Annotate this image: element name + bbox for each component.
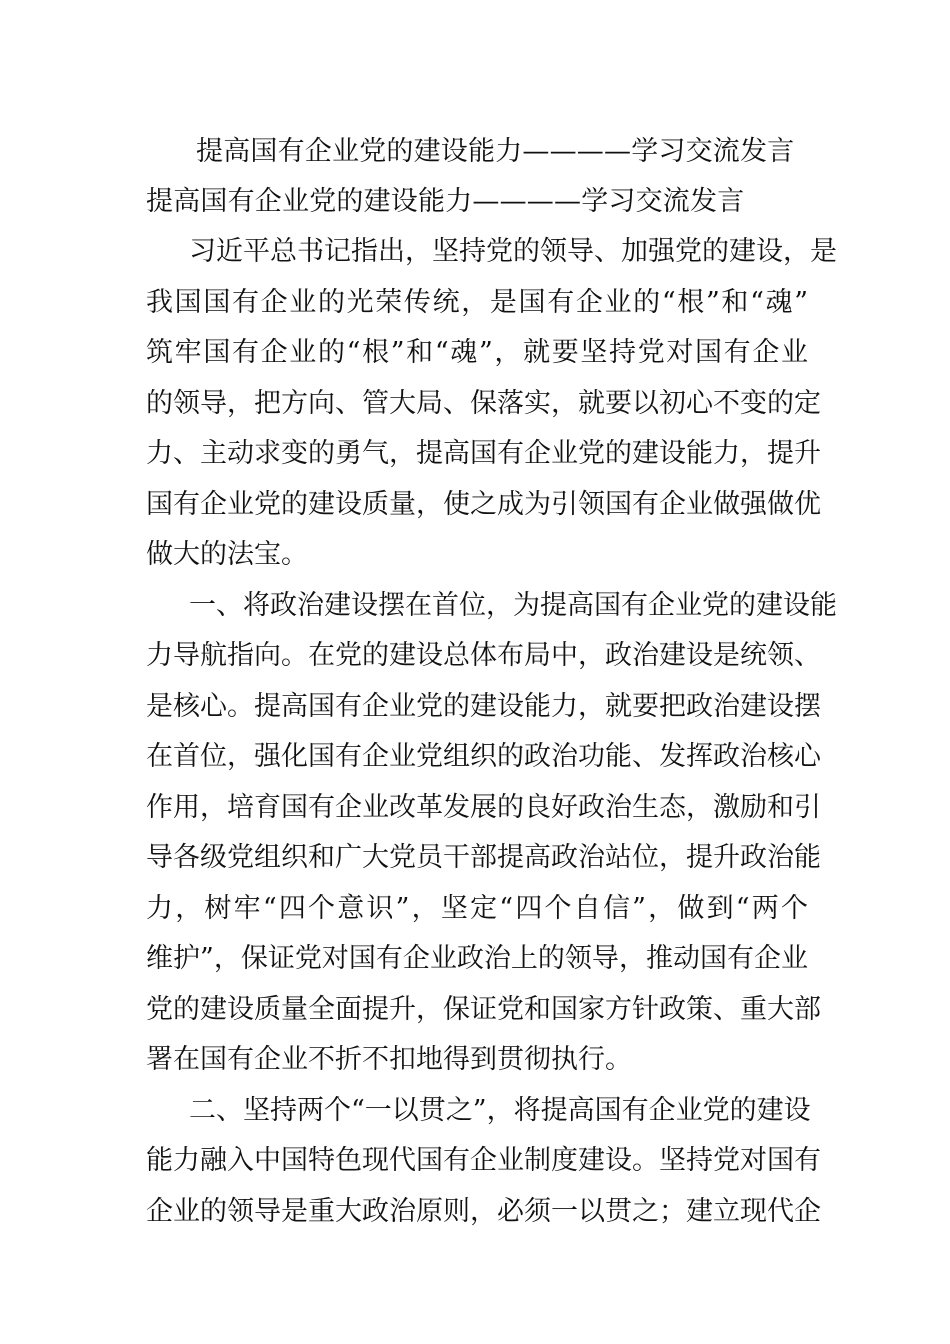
text-line: 企业的领导是重大政治原则，必须一以贯之；建立现代企	[146, 1195, 821, 1227]
text-line: 党的建设质量全面提升，保证党和国家方针政策、重大部	[146, 993, 821, 1025]
document-title: 提高国有企业党的建设能力————学习交流发言	[196, 136, 795, 167]
document-title-repeat: 提高国有企业党的建设能力————学习交流发言	[146, 186, 745, 217]
text-line: 署在国有企业不折不扣地得到贯彻执行。	[146, 1044, 632, 1075]
text-line: 作用，培育国有企业改革发展的良好政治生态，激励和引	[146, 791, 821, 823]
text-line: 力、主动求变的勇气，提高国有企业党的建设能力，提升	[146, 438, 821, 469]
text-line: 能力融入中国特色现代国有企业制度建设。坚持党对国有	[146, 1145, 821, 1176]
text-line: 二、坚持两个“一以贯之”，将提高国有企业党的建设	[189, 1094, 811, 1126]
text-line: 是核心。提高国有企业党的建设能力，就要把政治建设摆	[146, 690, 821, 722]
text-line: 力，树牢“四个意识”，坚定“四个自信”，做到“两个	[146, 892, 808, 924]
text-line: 的领导，把方向、管大局、保落实，就要以初心不变的定	[146, 387, 821, 419]
text-line: 在首位，强化国有企业党组织的政治功能、发挥政治核心	[146, 741, 821, 772]
text-line: 我国国有企业的光荣传统，是国有企业的“根”和“魂”	[146, 286, 808, 318]
document-body	[146, 232, 837, 1242]
text-line: 做大的法宝。	[146, 539, 308, 570]
text-line: 筑牢国有企业的“根”和“魂”，就要坚持党对国有企业	[146, 337, 808, 368]
text-line: 国有企业党的建设质量，使之成为引领国有企业做强做优	[146, 488, 821, 520]
text-line: 力导航指向。在党的建设总体布局中，政治建设是统领、	[146, 640, 821, 671]
text-line: 维护”，保证党对国有企业政治上的领导，推动国有企业	[146, 943, 808, 974]
text-line: 习近平总书记指出，坚持党的领导、加强党的建设，是	[189, 236, 837, 267]
text-line: 导各级党组织和广大党员干部提高政治站位，提升政治能	[146, 842, 821, 873]
text-line: 一、将政治建设摆在首位，为提高国有企业党的建设能	[189, 589, 837, 621]
